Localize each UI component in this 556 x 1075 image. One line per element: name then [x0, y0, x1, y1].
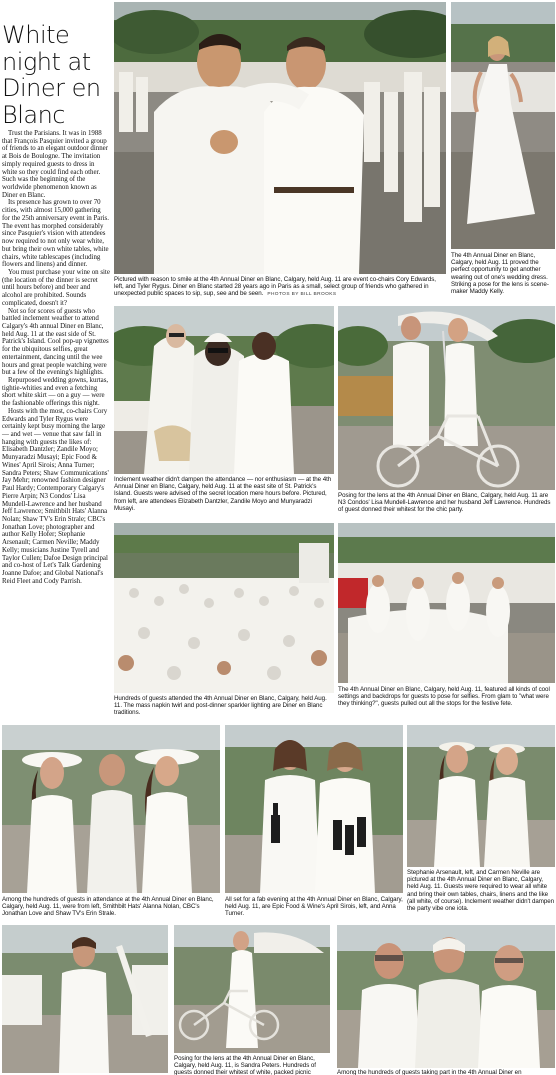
- article-paragraph: You must purchase your wine on site (the location of the dinner is secret until hours before) and beer and alcohol are prohibited. Sounds complicated, doesn't it?: [2, 268, 110, 307]
- article-body: [2, 130, 110, 585]
- photo-co-chairs: [114, 2, 446, 274]
- photo-backdrops: [338, 523, 555, 683]
- caption-three-attendees: Inclement weather didn't dampen the attendance — nor enthusiasm — at the 4th Annual Diner en Blanc, Calgary, held Aug. 11 at the east site of St. Patrick's Island. Guests were advised of the secret location mere hours before. Pictured, from left, are attendees Elizabeth Dantzler, Zandile Moyo and Munyaradzi Musayi.: [114, 476, 332, 512]
- photo-woman-with-bike: [174, 925, 330, 1053]
- caption-crowd: Hundreds of guests attended the 4th Annual Diner en Blanc, Calgary, held Aug. 11. The mass napkin twirl and post-dinner sparkler lighting are Diner en Blanc traditions.: [114, 695, 327, 717]
- article-paragraph: Trust the Parisians. It was in 1988 that François Pasquier invited a group of friends to an elegant outdoor dinner at Bois de Boulogne. The invitation simply required guests to dress in white so they could find each other. Such was the beginning of the worldwide phenomenon known as Diner en Blanc.: [2, 130, 109, 199]
- caption-hats-trio: Among the hundreds of guests in attendance at the 4th Annual Diner en Blanc, Calgary, held Aug. 11, were from left, Smithbilt Hats' Alanna Nolan, CBC's Jonathan Love and Shaw TV's Erin Strale.: [2, 896, 214, 918]
- caption-backdrops: The 4th Annual Diner en Blanc, Calgary, held Aug. 11, featured all kinds of cool settings and backdrops for guests to pose for selfies. From glam to "what were they thinking?", guests pulled out all the stops for the festive fete.: [338, 686, 550, 708]
- photo-three-men: [337, 925, 555, 1068]
- article-paragraph: Repurposed wedding gowns, kurtas, tightie-whities and even a fetching short white skirt — on a guy — were the fashionable offerings this night.: [2, 377, 109, 408]
- photo-crowd: [114, 523, 334, 693]
- caption-wine-bottles: All set for a fab evening at the 4th Annual Diner en Blanc, Calgary, held Aug. 11, are Epic Food & Wine's April Sirois, left, and Anna Turner.: [225, 896, 403, 918]
- caption-text: Pictured with reason to smile at the 4th Annual Diner en Blanc, Calgary, held Aug. 11 are event co-chairs Cory Edwards, left, and Tyler Rygus. Diner en Blanc started 28 years ago in Paris as a small, select group of friends who gathered in unexpected public spaces to sip, sup, see and be seen.: [114, 276, 436, 298]
- headline: White night at Diner en Blanc: [2, 21, 101, 129]
- photo-credit: PHOTOS BY BILL BROOKS: [267, 292, 337, 298]
- photo-couple-bike: [338, 306, 555, 490]
- caption-co-chairs: [114, 276, 446, 299]
- photo-flower-crowns: [407, 725, 555, 867]
- caption-three-men: Among the hundreds of guests taking part in the 4th Annual Diner en: [337, 1069, 522, 1075]
- photo-three-attendees: [114, 306, 334, 474]
- caption-wedding-dress: The 4th Annual Diner en Blanc, Calgary, held Aug. 11 proved the perfect opportunity to get another wearing out of one's wedding dress. Striking a pose for the lens is scene-maker Maddy Kelly.: [451, 252, 549, 296]
- photo-hats-trio: [2, 725, 220, 893]
- photo-wine-bottles: [225, 725, 403, 893]
- caption-couple-bike: Posing for the lens at the 4th Annual Diner en Blanc, Calgary, held Aug. 11 are N3 Condos' Lisa Mundell-Lawrence and her husband Jeff Lawrence. Hundreds of guest donned their whitest for the chic party.: [338, 492, 551, 514]
- article-paragraph: Hosts with the most, co-chairs Cory Edwards and Tyler Rygus were certainly kept busy morning the large — and wet — venue that saw fall in hanging with guests the likes of: Elisabeth Dantzler; Zandile Moyo; Munyaradzi Musayi; Epic Food & Wines' April Sirois; Anna Turner; Sandra Peters; Shaw Communications' Jay Mehr; renowned fashion designer Paul Hardy; Contemporary Calgary's Pierre Arpin; N3 Condos' Lisa Mundell-Lawrence and her husband Jeff Lawrence; Smithbilt Hats' Alanna Nolan; Shaw TV's Erin Strale; CBC's Jonathan Love; photographer and author Kelly Hofer; Stephanie Arsenault; Carmen Neville; Maddy Kelly; musicians Justine Tyrell and Taylor Cullen; Dafoe Design principal and co-host of Let's Talk Gardening Joanne Dafoe; and Global National's Reid Fleet and Cody Parrish.: [2, 407, 109, 585]
- caption-flower-crowns: Stephanie Arsenault, left, and Carmen Neville are pictured at the 4th Annual Diner en Blanc, Calgary, held Aug. 11. Guests were required to wear all white and bring their own tables, chairs, linens and the like (all white, of course). Inclement weather didn't dampen the party vibe one iota.: [407, 869, 555, 913]
- article-paragraph: Its presence has grown to over 70 cities, with almost 15,000 gathering for the 25th anniversary event in Paris. The event has morphed considerably since Pasquier's vision with attendees now required to not only wear white, but bring their own white tables, white chairs, white tablescapes (including flowers and linens) and dinner.: [2, 199, 109, 269]
- article-paragraph: Not so for scores of guests who battled inclement weather to attend Calgary's 4th annual Diner en Blanc, held Aug. 11 at the east side of St. Patrick's Island. Cool pop-up vignettes for the ubiquitous selfies, great entertainment, dancing until the wee hours and great people watching were but a few of the evening's highlights.: [2, 307, 109, 377]
- photo-man-with-hat: [2, 925, 168, 1073]
- caption-woman-with-bike: Posing for the lens at the 4th Annual Diner en Blanc, Calgary, held Aug. 11, is Sandra Peters. Hundreds of guests donned their whitest of white, packed picnic: [174, 1055, 316, 1075]
- photo-wedding-dress: [451, 2, 555, 249]
